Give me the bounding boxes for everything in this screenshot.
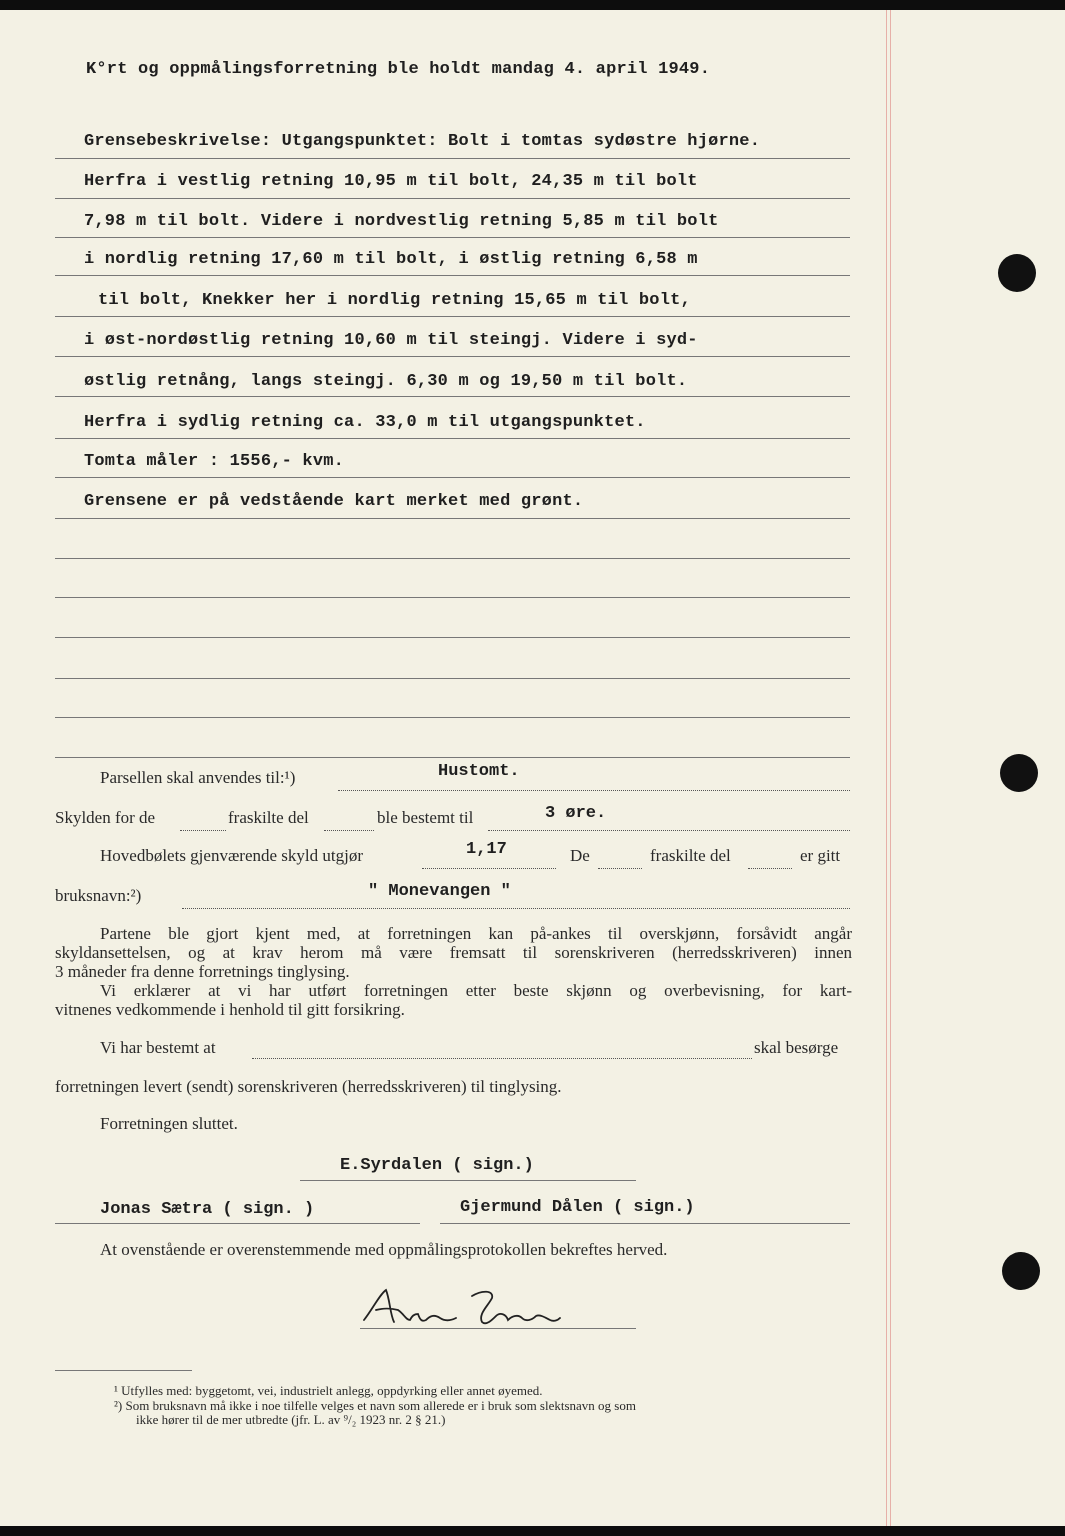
ruled-line: [55, 637, 850, 638]
fill-line: [180, 830, 226, 831]
signature-syrdalen: E.Syrdalen ( sign.): [340, 1156, 534, 1175]
hoved-label: Hovedbølets gjenværende skyld utgjør: [100, 846, 363, 865]
paragraph-line: Partene ble gjort kjent med, at forretningen kan på-ankes til overskjønn, forsåvidt angår: [100, 924, 852, 943]
fill-line: [252, 1058, 752, 1059]
signature-line: [360, 1328, 636, 1329]
footnote-2-cont: ikke hører til de mer utbredte (jfr. L. av ⁹/₂ 1923 nr. 2 § 21.): [136, 1412, 446, 1427]
footnote-divider: [55, 1370, 192, 1371]
levert-line: forretningen levert (sendt) sorenskriveren (herredsskriveren) til tinglysing.: [55, 1077, 562, 1096]
parsell-value: Hustomt.: [438, 762, 520, 781]
fill-line: [324, 830, 374, 831]
boundary-line: i nordlig retning 17,60 m til bolt, i østlig retning 6,58 m: [84, 250, 698, 269]
sluttet: Forretningen sluttet.: [100, 1114, 238, 1133]
signature-line: [440, 1223, 850, 1224]
fill-line: [748, 868, 792, 869]
paragraph-declaration: [55, 981, 852, 1019]
fill-line: [488, 830, 850, 831]
bestemt-prefix: Vi har bestemt at: [100, 1038, 216, 1057]
skyld-prefix: Skylden for de: [55, 808, 156, 827]
boundary-line: Tomta måler : 1556,- kvm.: [84, 452, 345, 471]
skyld-mid1: fraskilte del: [228, 808, 309, 827]
er-gitt: er gitt: [800, 846, 841, 865]
margin-line: [886, 10, 887, 1526]
boundary-line: Herfra i sydlig retning ca. 33,0 m til utgangspunktet.: [84, 413, 646, 432]
footnote-2: ²) Som bruksnavn må ikke i noe tilfelle velges et navn som allerede er i bruk som slektsnavn og som: [114, 1398, 636, 1413]
footnote-1: ¹ Utfylles med: byggetomt, vei, industrielt anlegg, oppdyrking eller annet øyemed.: [114, 1383, 543, 1398]
margin-line: [890, 10, 891, 1526]
paragraph-appeal: [55, 924, 852, 981]
signature-line: [300, 1180, 636, 1181]
ruled-line: [55, 757, 850, 758]
signature-line: [55, 1223, 420, 1224]
boundary-line: Grensebeskrivelse: Utgangspunktet: Bolt i tomtas sydøstre hjørne.: [84, 132, 761, 151]
paragraph-line: 3 måneder fra denne forretnings tinglysing.: [55, 962, 350, 981]
bestemt-suffix: skal besørge: [754, 1038, 839, 1057]
fill-line: [182, 908, 850, 909]
fraskilte-label: fraskilte del: [650, 846, 731, 865]
ruled-line: [55, 198, 850, 199]
boundary-line: til bolt, Knekker her i nordlig retning 15,65 m til bolt,: [98, 291, 691, 310]
ruled-line: [55, 717, 850, 718]
document-page: [0, 10, 1065, 1526]
paragraph-line: skyldansettelsen, og at krav herom må være fremsatt til sorenskriveren (herredsskriveren) innen: [55, 943, 852, 962]
confirmation: At ovenstående er overenstemmende med oppmålingsprotokollen bekreftes herved.: [100, 1240, 668, 1259]
fill-line: [422, 868, 556, 869]
skyld-mid2: ble bestemt til: [377, 808, 474, 827]
paragraph-line: vitnenes vedkommende i henhold til gitt forsikring.: [55, 1000, 405, 1019]
signature-saetra: Jonas Sætra ( sign. ): [100, 1200, 315, 1219]
bruksnavn-label: bruksnavn:²): [55, 886, 142, 905]
ruled-line: [55, 158, 850, 159]
punch-hole: [1002, 1252, 1040, 1290]
skyld-value: 3 øre.: [545, 804, 607, 823]
ruled-line: [55, 558, 850, 559]
punch-hole: [998, 254, 1036, 292]
fill-line: [598, 868, 642, 869]
boundary-line: 7,98 m til bolt. Videre i nordvestlig retning 5,85 m til bolt: [84, 212, 719, 231]
handwritten-signature: [360, 1280, 580, 1340]
ruled-line: [55, 597, 850, 598]
hoved-value: 1,17: [466, 840, 507, 859]
fill-line: [338, 790, 850, 791]
signature-dalen: Gjermund Dålen ( sign.): [460, 1198, 695, 1217]
boundary-line: Herfra i vestlig retning 10,95 m til bolt, 24,35 m til bolt: [84, 172, 698, 191]
paragraph-line: Vi erklærer at vi har utført forretningen etter beste skjønn og overbevisning, for kart-: [100, 981, 852, 1000]
boundary-line: i øst-nordøstlig retning 10,60 m til steingj. Videre i syd-: [84, 331, 698, 350]
de-label: De: [570, 846, 590, 865]
boundary-line: Grensene er på vedstående kart merket med grønt.: [84, 492, 584, 511]
parsell-label: Parsellen skal anvendes til:¹): [100, 768, 296, 787]
bruksnavn-value: " Monevangen ": [368, 882, 511, 901]
ruled-line: [55, 678, 850, 679]
heading: K°rt og oppmålingsforretning ble holdt mandag 4. april 1949.: [86, 60, 711, 79]
boundary-line: østlig retnång, langs steingj. 6,30 m og 19,50 m til bolt.: [84, 372, 688, 391]
ruled-line: [55, 518, 850, 519]
punch-hole: [1000, 754, 1038, 792]
